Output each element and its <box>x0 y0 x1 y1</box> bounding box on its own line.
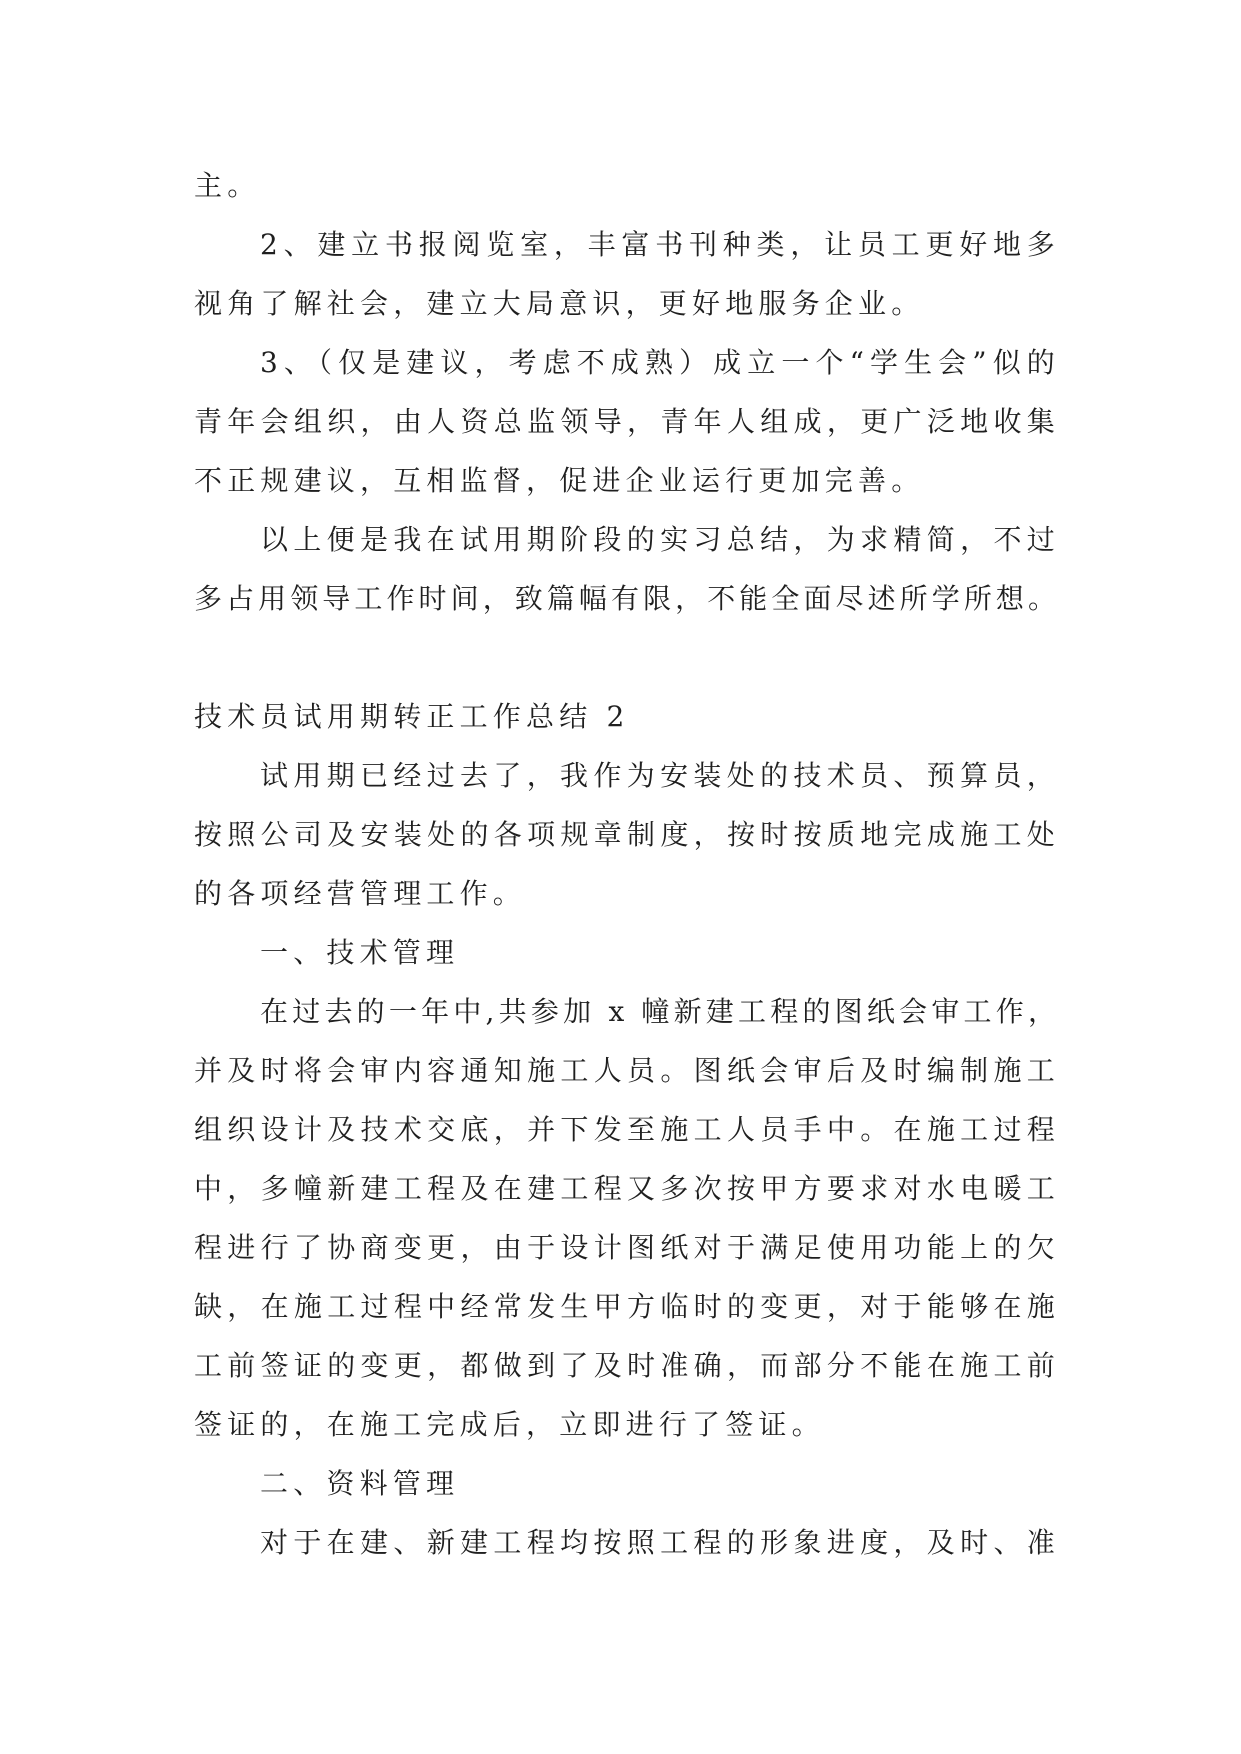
text-line: 按照公司及安装处的各项规章制度，按时按质地完成施工处 <box>194 818 1060 851</box>
text-line: 3、（仅是建议，考虑不成熟）成立一个“学生会”似的 <box>260 346 1060 379</box>
paragraph <box>194 982 1060 1454</box>
subheading-technical-management: 一、技术管理 <box>260 936 460 969</box>
text-line: 在过去的一年中,共参加 x 幢新建工程的图纸会审工作， <box>260 995 1060 1028</box>
text-line: 签证的，在施工完成后，立即进行了签证。 <box>194 1408 825 1441</box>
paragraph <box>194 746 1060 923</box>
text-line: 以上便是我在试用期阶段的实习总结，为求精简，不过 <box>260 523 1060 556</box>
paragraph <box>194 333 1060 510</box>
blank-line <box>194 628 1060 687</box>
section-title: 技术员试用期转正工作总结 2 <box>194 700 630 733</box>
subheading <box>194 1454 1060 1513</box>
text-line: 并及时将会审内容通知施工人员。图纸会审后及时编制施工 <box>194 1054 1060 1087</box>
paragraph <box>194 156 1060 215</box>
text-line: 工前签证的变更，都做到了及时准确，而部分不能在施工前 <box>194 1349 1060 1382</box>
paragraph <box>194 215 1060 333</box>
text-line: 组织设计及技术交底，并下发至施工人员手中。在施工过程 <box>194 1113 1060 1146</box>
subheading-document-management: 二、资料管理 <box>260 1467 460 1500</box>
text-line: 程进行了协商变更，由于设计图纸对于满足使用功能上的欠 <box>194 1231 1060 1264</box>
document-body <box>194 156 1060 1572</box>
text-line: 2、建立书报阅览室，丰富书刊种类，让员工更好地多 <box>260 228 1060 261</box>
subheading <box>194 923 1060 982</box>
text-line: 主。 <box>194 169 261 202</box>
text-line: 不正规建议，互相监督，促进企业运行更加完善。 <box>194 464 925 497</box>
text-line: 的各项经营管理工作。 <box>194 877 527 910</box>
text-line: 视角了解社会，建立大局意识，更好地服务企业。 <box>194 287 925 320</box>
text-line: 多占用领导工作时间，致篇幅有限，不能全面尽述所学所想。 <box>194 582 1060 615</box>
text-line: 对于在建、新建工程均按照工程的形象进度，及时、准 <box>260 1526 1060 1559</box>
text-line: 中，多幢新建工程及在建工程又多次按甲方要求对水电暖工 <box>194 1172 1060 1205</box>
text-line: 缺，在施工过程中经常发生甲方临时的变更，对于能够在施 <box>194 1290 1060 1323</box>
paragraph <box>194 1513 1060 1572</box>
paragraph <box>194 510 1060 628</box>
text-line: 试用期已经过去了，我作为安装处的技术员、预算员， <box>260 759 1060 792</box>
text-line: 青年会组织，由人资总监领导，青年人组成，更广泛地收集 <box>194 405 1060 438</box>
